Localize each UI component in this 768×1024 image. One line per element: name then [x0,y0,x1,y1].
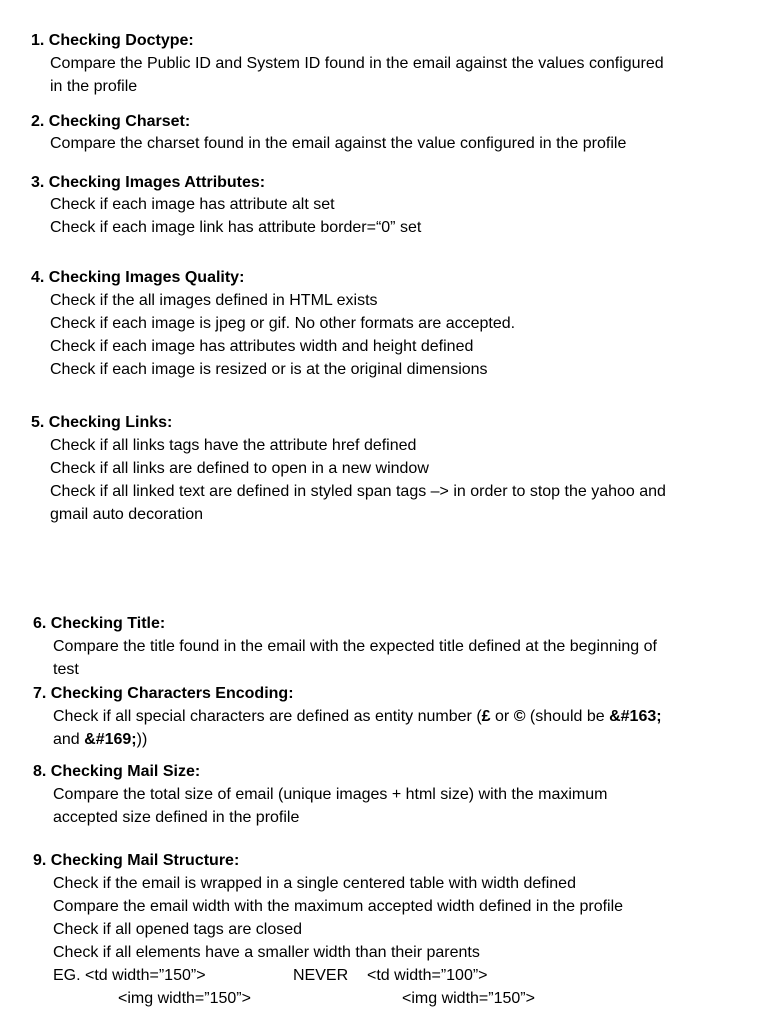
item-line: Check if each image has attributes width and height defined [50,338,474,355]
item-number: 7. [33,685,47,702]
item-line: Compare the total size of email (unique images + html size) with the maximum [53,786,608,803]
entity-169: &#169; [84,731,137,748]
example-td-100: <td width=”100”> [367,967,488,984]
item-line: Check if all elements have a smaller width than their parents [53,944,480,961]
section-heading [33,682,294,705]
item-title: Checking Title: [50,615,166,632]
item-title: Checking Charset: [48,113,191,130]
section-heading [31,29,194,52]
item-title: Checking Images Attributes: [48,174,266,191]
item-number: 2. [31,113,45,130]
example-td-150: EG. <td width=”150”> [53,967,206,984]
item-line: Compare the email width with the maximum accepted width defined in the profile [53,898,624,915]
item-number: 5. [31,414,45,431]
entity-163: &#163; [609,708,662,725]
item-line: Compare the Public ID and System ID found in the email against the values configured [50,55,664,72]
item-title: Checking Doctype: [48,32,194,49]
item-line: Check if the email is wrapped in a single centered table with width defined [53,875,576,892]
item-line: Check if all links tags have the attribute href defined [50,437,417,454]
item-line: Check if all opened tags are closed [53,921,303,938]
item-line: Check if all linked text are defined in styled span tags –> in order to stop the yahoo and [50,483,666,500]
copyright-symbol: © [513,708,526,725]
item-line: Check if each image is resized or is at the original dimensions [50,361,488,378]
example-img-150: <img width=”150”> [118,990,251,1007]
item-line: Check if the all images defined in HTML exists [50,292,378,309]
line-text: )) [136,731,148,748]
section-heading [33,849,239,872]
item-line: Check if each image is jpeg or gif. No other formats are accepted. [50,315,516,332]
item-line: Check if each image link has attribute border=“0” set [50,219,422,236]
item-number: 6. [33,615,47,632]
item-line [53,705,662,728]
example-img-150-nested: <img width=”150”> [402,990,535,1007]
line-text: and [53,731,85,748]
item-line: Check if all links are defined to open in a new window [50,460,429,477]
section-heading [31,411,172,434]
line-text: (should be [525,708,610,725]
section-heading [33,760,200,783]
section-heading [31,266,244,289]
item-line: test [53,661,79,678]
item-line: in the profile [50,78,138,95]
section-heading [31,171,265,194]
item-line: Compare the charset found in the email against the value configured in the profile [50,135,627,152]
item-number: 3. [31,174,45,191]
section-heading [31,110,190,133]
line-text: Check if all special characters are defined as entity number ( [53,708,482,725]
pound-symbol: £ [481,708,491,725]
item-line: accepted size defined in the profile [53,809,300,826]
item-title: Checking Characters Encoding: [50,685,294,702]
line-text: or [490,708,514,725]
item-line [53,728,147,751]
item-line: Compare the title found in the email with the expected title defined at the beginning of [53,638,657,655]
item-number: 8. [33,763,47,780]
item-title: Checking Links: [48,414,173,431]
item-number: 4. [31,269,45,286]
item-title: Checking Mail Size: [50,763,201,780]
item-line: Check if each image has attribute alt set [50,196,335,213]
item-title: Checking Mail Structure: [50,852,240,869]
item-title: Checking Images Quality: [48,269,245,286]
item-number: 9. [33,852,47,869]
item-number: 1. [31,32,45,49]
example-never: NEVER [293,967,349,984]
section-heading [33,612,165,635]
item-line: gmail auto decoration [50,506,203,523]
